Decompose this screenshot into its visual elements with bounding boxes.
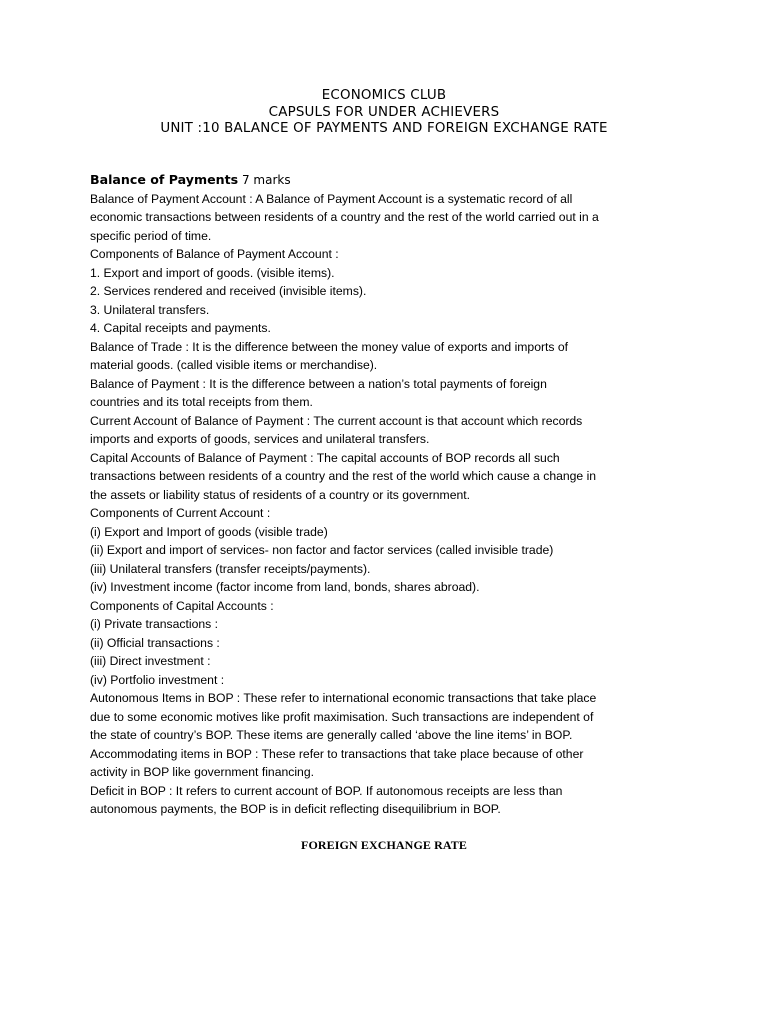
body-line: autonomous payments, the BOP is in deficit reflecting disequilibrium in BOP. — [90, 802, 501, 816]
body-line: Components of Capital Accounts : — [90, 598, 274, 613]
body-line: material goods. (called visible items or merchandise). — [90, 358, 378, 372]
capsule-subtitle: CAPSULS FOR UNDER ACHIEVERS — [268, 104, 500, 120]
section-marks: 7 marks — [238, 173, 291, 187]
unit-title: UNIT :10 BALANCE OF PAYMENTS AND FOREIGN EXCHANGE RATE — [160, 121, 608, 136]
body-line: (iv) Investment income (factor income from land, bonds, shares abroad). — [90, 580, 480, 594]
body-line: Accommodating items in BOP : These refer to transactions that take place because of other — [90, 746, 584, 761]
body-line: Components of Current Account : — [90, 506, 271, 520]
body-line: the state of country’s BOP. These items are generally called ‘above the line items’ in BOP. — [90, 728, 573, 742]
body-line: Balance of Trade : It is the difference between the money value of exports and imports of — [90, 339, 569, 354]
body-line: (ii) Official transactions : — [90, 635, 220, 650]
body-line: 2. Services rendered and received (invisible items). — [90, 284, 367, 298]
body-line: due to some economic motives like profit maximisation. Such transactions are independent of — [90, 709, 594, 724]
body-line: transactions between residents of a country and the rest of the world which cause a change in — [90, 469, 597, 483]
club-title: ECONOMICS CLUB — [321, 88, 447, 103]
body-line: Autonomous Items in BOP : These refer to international economic transactions that take place — [90, 691, 597, 705]
body-line: Components of Balance of Payment Account : — [90, 247, 339, 261]
body-line: Balance of Payment Account : A Balance of Payment Account is a systematic record of all — [90, 191, 573, 206]
body-line: Balance of Payment : It is the difference between a nation’s total payments of foreign — [90, 376, 547, 391]
document-body — [90, 171, 730, 819]
body-line: economic transactions between residents of a country and the rest of the world carried out in a — [90, 210, 599, 224]
body-line: (ii) Export and import of services- non factor and factor services (called invisible trade) — [90, 543, 554, 557]
body-line: activity in BOP like government financing. — [90, 765, 314, 779]
body-line: the assets or liability status of residents of a country or its government. — [90, 487, 471, 502]
body-line: Deficit in BOP : It refers to current account of BOP. If autonomous receipts are less than — [90, 783, 563, 798]
body-line: (iii) Direct investment : — [90, 654, 211, 668]
body-line: (iv) Portfolio investment : — [90, 672, 225, 687]
foreign-exchange-heading: FOREIGN EXCHANGE RATE — [301, 838, 467, 852]
body-line: (iii) Unilateral transfers (transfer receipts/payments). — [90, 561, 371, 576]
body-line: countries and its total receipts from them. — [90, 395, 313, 409]
body-line: (i) Private transactions : — [90, 617, 219, 631]
document-header — [0, 88, 768, 138]
body-line: imports and exports of goods, services and unilateral transfers. — [90, 432, 430, 446]
section-title: Balance of Payments — [90, 172, 239, 187]
body-line: 4. Capital receipts and payments. — [90, 321, 271, 335]
body-line: Capital Accounts of Balance of Payment : The capital accounts of BOP records all such — [90, 450, 560, 465]
section-heading — [90, 171, 730, 190]
body-line: 3. Unilateral transfers. — [90, 302, 210, 317]
body-line: specific period of time. — [90, 228, 212, 243]
body-line: (i) Export and Import of goods (visible trade) — [90, 524, 328, 539]
body-line: Current Account of Balance of Payment : The current account is that account which records — [90, 413, 583, 428]
body-line: 1. Export and import of goods. (visible items). — [90, 265, 335, 280]
